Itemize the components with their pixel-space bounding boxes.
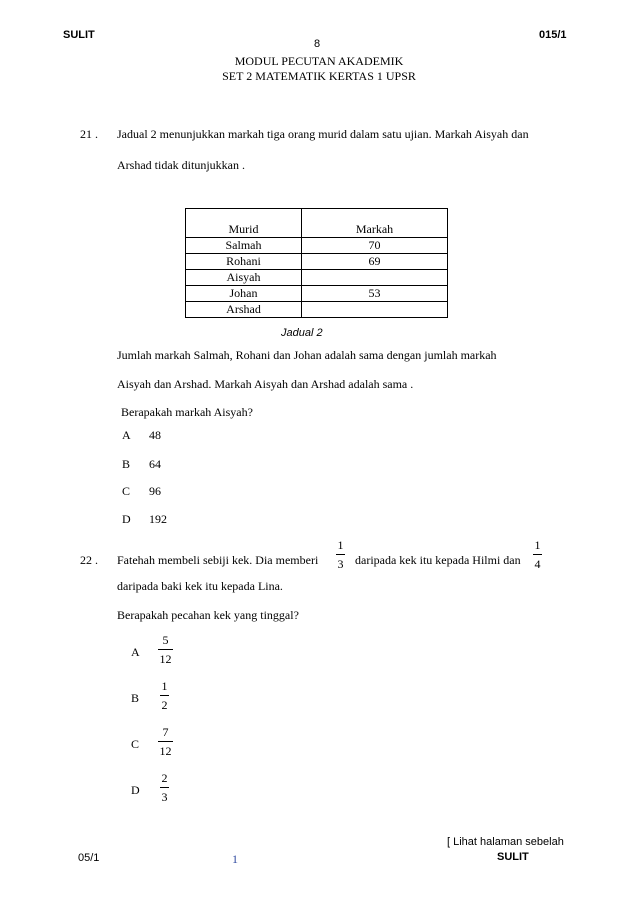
table-row bbox=[186, 238, 448, 254]
q22-option-letter: C bbox=[131, 737, 140, 751]
table-cell-name: Aisyah bbox=[186, 270, 302, 286]
header-code-right: 015/1 bbox=[539, 29, 567, 41]
fraction-bar bbox=[158, 649, 173, 650]
fraction-bar bbox=[336, 554, 345, 555]
page-title-line2: SET 2 MATEMATIK KERTAS 1 UPSR bbox=[222, 69, 416, 83]
q21-line2: Arshad tidak ditunjukkan . bbox=[117, 158, 245, 172]
fraction-denominator: 3 bbox=[161, 790, 168, 804]
q21-option-text: 48 bbox=[149, 428, 161, 442]
fraction-numerator: 1 bbox=[534, 538, 541, 552]
table-cell-mark: 53 bbox=[302, 286, 448, 302]
q21-option-text: 96 bbox=[149, 484, 161, 498]
table-cell-mark bbox=[302, 270, 448, 286]
q21-number: 21 . bbox=[80, 127, 98, 141]
q22-fraction-one-third bbox=[336, 539, 345, 571]
page-number: 8 bbox=[314, 38, 321, 50]
page-title-line1: MODUL PECUTAN AKADEMIK bbox=[234, 54, 404, 68]
table-cell-name: Salmah bbox=[186, 238, 302, 254]
fraction-numerator: 5 bbox=[162, 633, 169, 647]
table-cell-mark bbox=[302, 302, 448, 318]
q22-option-letter: A bbox=[131, 645, 140, 659]
q22-option-fraction bbox=[158, 726, 173, 758]
q21-option-letter: B bbox=[122, 457, 131, 471]
fraction-numerator: 1 bbox=[337, 538, 344, 552]
q21-option-letter: C bbox=[122, 484, 131, 498]
fraction-bar bbox=[533, 554, 542, 555]
fraction-denominator: 4 bbox=[534, 557, 541, 571]
q22-option-letter: D bbox=[131, 783, 140, 797]
header-sulit-left: SULIT bbox=[63, 29, 95, 41]
footer-page-number: 1 bbox=[232, 852, 238, 866]
q21-option-letter: A bbox=[122, 428, 131, 442]
table-cell-name: Arshad bbox=[186, 302, 302, 318]
q21-question: Berapakah markah Aisyah? bbox=[121, 405, 253, 419]
q21-option-text: 192 bbox=[149, 512, 167, 526]
q22-line1a: Fatehah membeli sebiji kek. Dia memberi bbox=[117, 553, 319, 567]
fraction-denominator: 12 bbox=[159, 652, 172, 666]
fraction-denominator: 12 bbox=[159, 744, 172, 758]
table-row bbox=[186, 286, 448, 302]
fraction-denominator: 2 bbox=[161, 698, 168, 712]
footer-code-left: 05/1 bbox=[78, 852, 100, 864]
q21-option-letter: D bbox=[122, 512, 131, 526]
q22-option-letter: B bbox=[131, 691, 140, 705]
table-row bbox=[186, 270, 448, 286]
fraction-bar bbox=[158, 741, 173, 742]
q22-question: Berapakah pecahan kek yang tinggal? bbox=[117, 608, 299, 622]
q21-line4: Aisyah dan Arshad. Markah Aisyah dan Arshad adalah sama . bbox=[117, 377, 414, 391]
q21-line1: Jadual 2 menunjukkan markah tiga orang murid dalam satu ujian. Markah Aisyah dan bbox=[117, 127, 529, 141]
fraction-denominator: 3 bbox=[337, 557, 344, 571]
q22-option-fraction bbox=[160, 680, 169, 712]
table-header-murid: Murid bbox=[186, 209, 302, 238]
q22-line1b: daripada kek itu kepada Hilmi dan bbox=[355, 553, 521, 567]
marks-table bbox=[185, 208, 448, 318]
q21-option-text: 64 bbox=[149, 457, 161, 471]
table-caption: Jadual 2 bbox=[281, 327, 323, 339]
q22-line2: daripada baki kek itu kepada Lina. bbox=[117, 579, 283, 593]
footer-see-next-page: [ Lihat halaman sebelah bbox=[447, 836, 564, 848]
q21-line3: Jumlah markah Salmah, Rohani dan Johan adalah sama dengan jumlah markah bbox=[117, 348, 497, 362]
q22-option-fraction bbox=[158, 634, 173, 666]
fraction-bar bbox=[160, 787, 169, 788]
fraction-numerator: 7 bbox=[162, 725, 169, 739]
table-cell-mark: 69 bbox=[302, 254, 448, 270]
q22-number: 22 . bbox=[80, 553, 98, 567]
table-cell-name: Rohani bbox=[186, 254, 302, 270]
fraction-bar bbox=[160, 695, 169, 696]
fraction-numerator: 1 bbox=[161, 679, 168, 693]
table-header-markah: Markah bbox=[302, 209, 448, 238]
table-row bbox=[186, 302, 448, 318]
table-cell-name: Johan bbox=[186, 286, 302, 302]
q22-option-fraction bbox=[160, 772, 169, 804]
table-cell-mark: 70 bbox=[302, 238, 448, 254]
table-header-row bbox=[186, 209, 448, 238]
q22-fraction-one-quarter bbox=[533, 539, 542, 571]
footer-sulit-right: SULIT bbox=[497, 851, 529, 863]
table-row bbox=[186, 254, 448, 270]
fraction-numerator: 2 bbox=[161, 771, 168, 785]
